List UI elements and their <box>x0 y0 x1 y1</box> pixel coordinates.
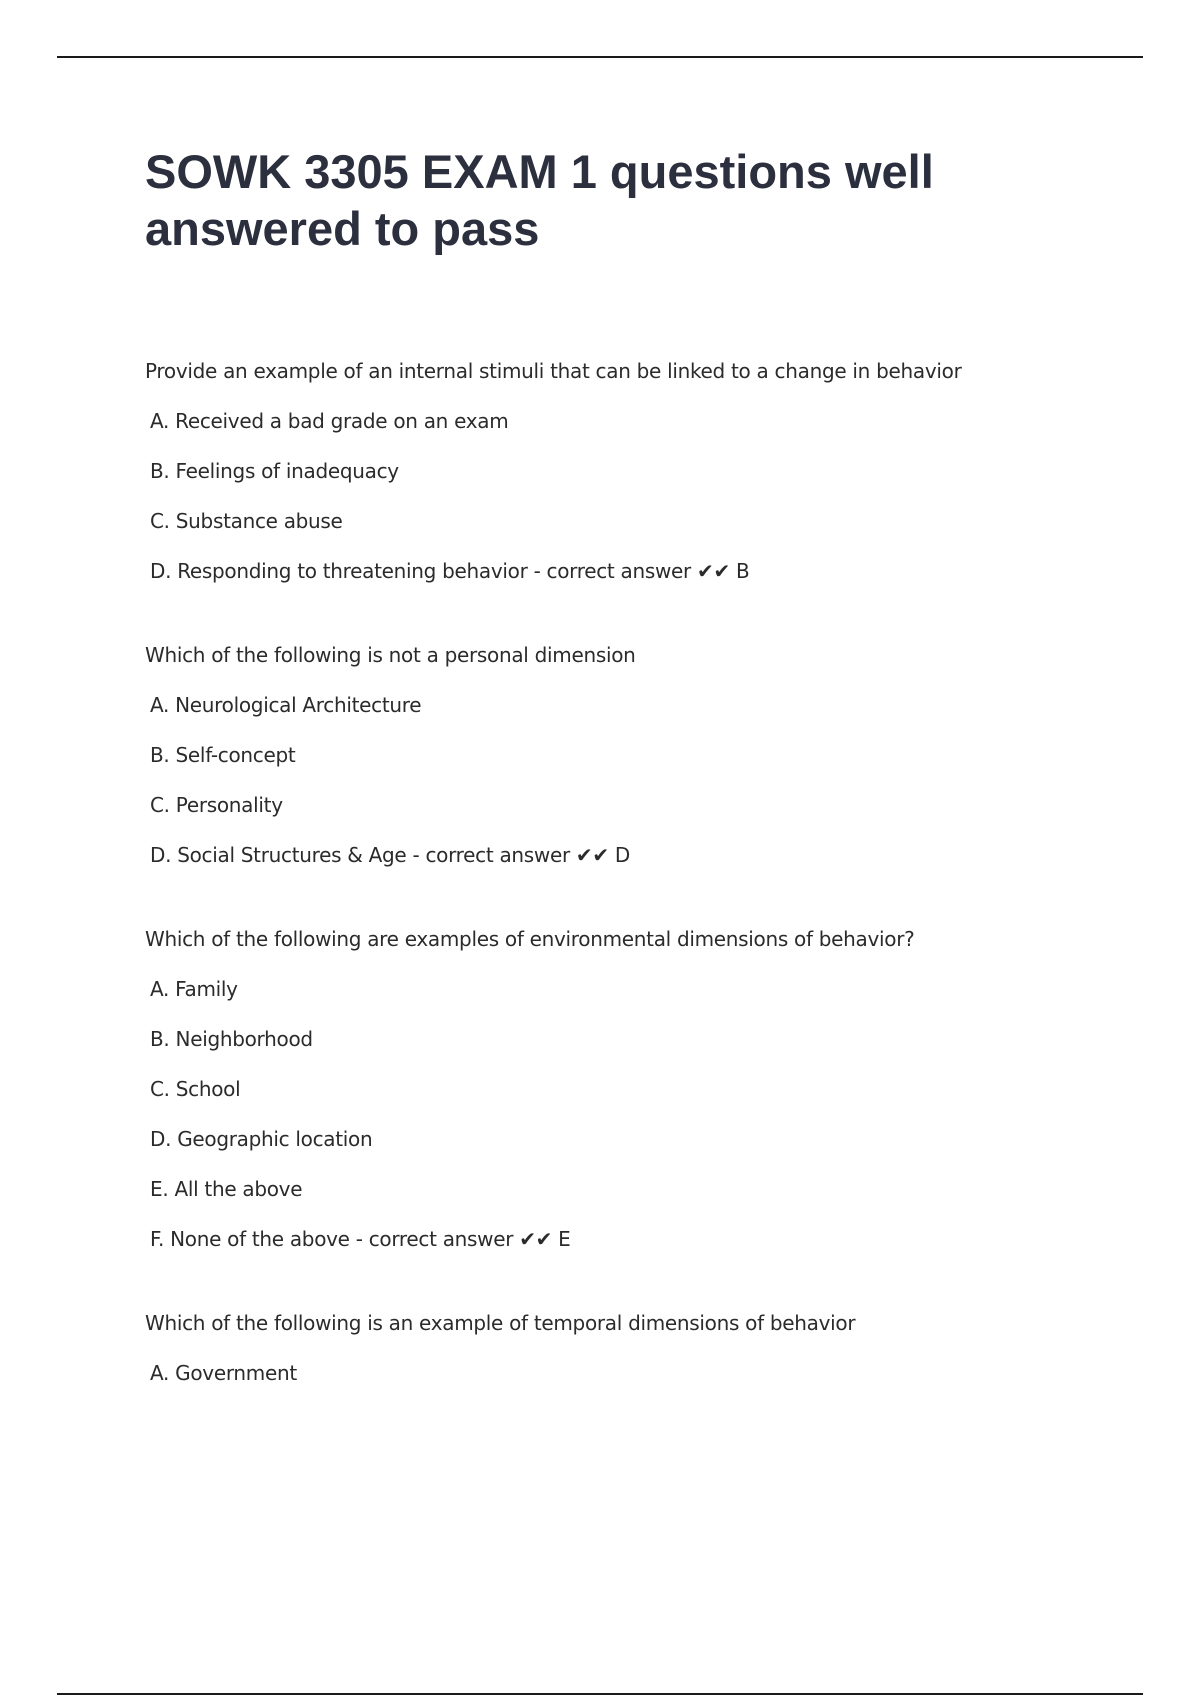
question-prompt: Which of the following is not a personal dimension <box>145 643 636 667</box>
answer-option: C. Substance abuse <box>150 509 343 533</box>
question-3 <box>145 923 1125 1255</box>
answer-option: B. Neighborhood <box>150 1027 313 1051</box>
bottom-rule <box>57 1693 1143 1695</box>
answer-option: A. Family <box>150 977 238 1001</box>
page-title: SOWK 3305 EXAM 1 questions well answered to pass <box>145 145 934 255</box>
answer-option: D. Social Structures & Age - correct answer ✔✔ D <box>150 843 631 867</box>
answer-option: F. None of the above - correct answer ✔✔ E <box>150 1227 571 1251</box>
question-prompt: Which of the following are examples of environmental dimensions of behavior? <box>145 927 915 951</box>
answer-option: A. Neurological Architecture <box>150 693 422 717</box>
answer-option: C. Personality <box>150 793 283 817</box>
answer-option: A. Received a bad grade on an exam <box>150 409 509 433</box>
answer-option: A. Government <box>150 1361 297 1385</box>
question-prompt: Provide an example of an internal stimuli that can be linked to a change in behavior <box>145 359 962 383</box>
answer-option: B. Feelings of inadequacy <box>150 459 399 483</box>
question-2 <box>145 639 1125 871</box>
answer-option: C. School <box>150 1077 241 1101</box>
question-4 <box>145 1307 1125 1389</box>
answer-option: E. All the above <box>150 1177 303 1201</box>
answer-option: B. Self-concept <box>150 743 296 767</box>
question-1 <box>145 355 1125 587</box>
answer-option: D. Responding to threatening behavior - correct answer ✔✔ B <box>150 559 750 583</box>
answer-option: D. Geographic location <box>150 1127 373 1151</box>
question-prompt: Which of the following is an example of temporal dimensions of behavior <box>145 1311 856 1335</box>
questions-list <box>145 355 1125 1441</box>
top-rule <box>57 56 1143 58</box>
